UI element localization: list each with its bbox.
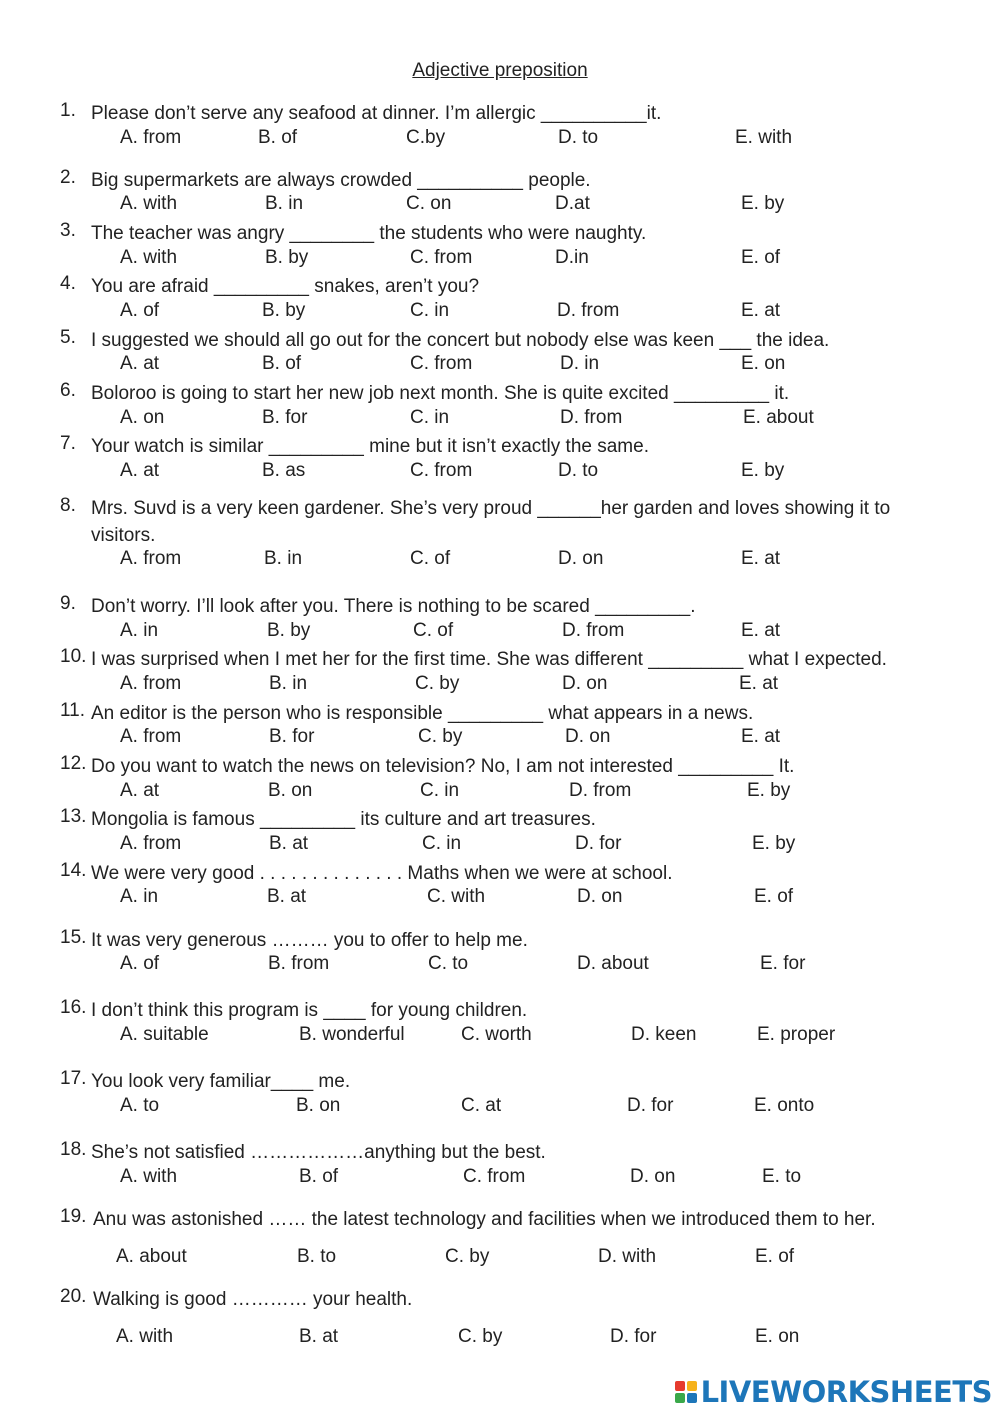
- answer-option-b[interactable]: B. by: [265, 247, 309, 268]
- question-number: 10.: [60, 646, 87, 667]
- answer-option-e[interactable]: E. at: [741, 300, 781, 321]
- answer-option-c[interactable]: C. by: [458, 1326, 503, 1347]
- question-number: 1.: [60, 100, 76, 121]
- answer-option-b[interactable]: B. for: [269, 726, 315, 747]
- answer-option-e[interactable]: E. by: [752, 833, 796, 854]
- answer-option-e[interactable]: E. of: [754, 886, 794, 907]
- answer-option-b[interactable]: B. for: [262, 407, 308, 428]
- answer-option-c[interactable]: C. from: [410, 460, 473, 481]
- answer-option-d[interactable]: D. about: [577, 953, 649, 974]
- answer-option-d[interactable]: D.in: [555, 247, 589, 268]
- answer-option-a[interactable]: A. suitable: [120, 1024, 209, 1045]
- answer-option-d[interactable]: D. on: [558, 548, 604, 569]
- answer-option-b[interactable]: B. in: [265, 193, 304, 214]
- question-text: It was very generous ……… you to offer to help me.: [91, 930, 528, 951]
- question-number: 11.: [60, 700, 86, 721]
- answer-option-d[interactable]: D. with: [598, 1246, 657, 1267]
- question-text: I don’t think this program is ____ for young children.: [91, 1000, 528, 1021]
- answer-option-e[interactable]: E. onto: [754, 1095, 815, 1116]
- answer-option-b[interactable]: B. wonderful: [299, 1024, 405, 1045]
- answer-option-c[interactable]: C. to: [428, 953, 469, 974]
- question-text: You are afraid _________ snakes, aren’t you?: [91, 276, 480, 297]
- question-number: 9.: [60, 593, 76, 614]
- answer-option-b[interactable]: B. on: [296, 1095, 341, 1116]
- question-number: 17.: [60, 1068, 87, 1089]
- question-text: Your watch is similar _________ mine but it isn’t exactly the same.: [91, 436, 649, 457]
- question-text: Don’t worry. I’ll look after you. There is nothing to be scared _________.: [91, 596, 696, 617]
- answer-option-c[interactable]: C. from: [410, 247, 473, 268]
- answer-option-e[interactable]: E. on: [755, 1326, 800, 1347]
- answer-option-e[interactable]: E. on: [741, 353, 786, 374]
- answer-option-c[interactable]: C. in: [410, 300, 450, 321]
- answer-option-c[interactable]: C. in: [420, 780, 460, 801]
- answer-option-e[interactable]: E. by: [741, 193, 785, 214]
- answer-option-a[interactable]: A. about: [116, 1246, 187, 1267]
- answer-option-b[interactable]: B. at: [269, 833, 309, 854]
- answer-option-e[interactable]: E. at: [739, 673, 779, 694]
- answer-option-a[interactable]: A. with: [120, 1166, 178, 1187]
- liveworksheets-logo: [675, 1375, 992, 1409]
- question-text: Walking is good ………… your health.: [93, 1289, 413, 1310]
- answer-option-d[interactable]: D. in: [560, 353, 600, 374]
- answer-option-d[interactable]: D. to: [558, 127, 599, 148]
- question-number: 15.: [60, 927, 87, 948]
- question-text: An editor is the person who is responsible _________ what appears in a news.: [91, 703, 754, 724]
- brand-text: LIVEWORKSHEETS: [700, 1375, 992, 1409]
- question-number: 8.: [60, 495, 76, 516]
- answer-option-b[interactable]: B. by: [267, 620, 311, 641]
- question-text: We were very good . . . . . . . . . . . . . . Maths when we were at school.: [91, 863, 673, 884]
- answer-option-e[interactable]: E. at: [741, 726, 781, 747]
- answer-option-c[interactable]: C. by: [415, 673, 460, 694]
- answer-option-c[interactable]: C. of: [410, 548, 451, 569]
- question-text: Do you want to watch the news on television? No, I am not interested _________ It.: [91, 756, 795, 777]
- answer-option-a[interactable]: A. with: [120, 247, 178, 268]
- answer-option-b[interactable]: B. as: [262, 460, 306, 481]
- question-text: You look very familiar____ me.: [91, 1071, 351, 1092]
- question-text: Please don’t serve any seafood at dinner. I’m allergic __________it.: [91, 103, 662, 124]
- answer-option-c[interactable]: C. on: [406, 193, 452, 214]
- answer-option-a[interactable]: A. from: [120, 673, 182, 694]
- answer-option-d[interactable]: D. for: [575, 833, 622, 854]
- answer-option-d[interactable]: D. from: [562, 620, 625, 641]
- answer-option-c[interactable]: C.by: [406, 127, 446, 148]
- answer-option-d[interactable]: D. to: [558, 460, 599, 481]
- answer-option-a[interactable]: A. of: [120, 953, 160, 974]
- page-title: Adjective preposition: [412, 60, 588, 81]
- answer-option-e[interactable]: E. of: [741, 247, 781, 268]
- answer-option-c[interactable]: C. with: [427, 886, 486, 907]
- answer-option-e[interactable]: E. with: [735, 127, 793, 148]
- answer-option-d[interactable]: D. on: [565, 726, 611, 747]
- question-text: Big supermarkets are always crowded __________ people.: [91, 170, 591, 191]
- question-number: 3.: [60, 220, 76, 241]
- answer-option-b[interactable]: B. by: [262, 300, 306, 321]
- question-text: I was surprised when I met her for the first time. She was different _________ what I expected.: [91, 649, 887, 670]
- answer-option-c[interactable]: C. by: [418, 726, 463, 747]
- question-number: 16.: [60, 997, 87, 1018]
- answer-option-c[interactable]: C. by: [445, 1246, 490, 1267]
- answer-option-a[interactable]: A. to: [120, 1095, 160, 1116]
- question-number: 19.: [60, 1206, 87, 1227]
- answer-option-b[interactable]: B. at: [299, 1326, 339, 1347]
- question-text: She’s not satisfied ………………anything but the best.: [91, 1142, 546, 1163]
- answer-option-e[interactable]: E. to: [762, 1166, 802, 1187]
- answer-option-b[interactable]: B. to: [297, 1246, 337, 1267]
- answer-option-d[interactable]: D. from: [569, 780, 632, 801]
- answer-option-a[interactable]: A. from: [120, 726, 182, 747]
- answer-option-b[interactable]: B. in: [264, 548, 303, 569]
- answer-option-d[interactable]: D. for: [627, 1095, 674, 1116]
- answer-option-d[interactable]: D. for: [610, 1326, 657, 1347]
- answer-option-e[interactable]: E. by: [747, 780, 791, 801]
- answer-option-e[interactable]: E. of: [755, 1246, 795, 1267]
- answer-option-b[interactable]: B. on: [268, 780, 313, 801]
- answer-option-a[interactable]: A. from: [120, 833, 182, 854]
- answer-option-e[interactable]: E. at: [741, 548, 781, 569]
- answer-option-b[interactable]: B. of: [258, 127, 298, 148]
- answer-option-e[interactable]: E. by: [741, 460, 785, 481]
- answer-option-d[interactable]: D. on: [562, 673, 608, 694]
- answer-option-b[interactable]: B. in: [269, 673, 308, 694]
- answer-option-c[interactable]: C. of: [413, 620, 454, 641]
- answer-option-a[interactable]: A. at: [120, 780, 160, 801]
- answer-option-b[interactable]: B. of: [299, 1166, 339, 1187]
- answer-option-a[interactable]: A. at: [120, 460, 160, 481]
- answer-option-d[interactable]: D. from: [557, 300, 620, 321]
- question-number: 2.: [60, 167, 76, 188]
- question-number: 18.: [60, 1139, 87, 1160]
- answer-option-a[interactable]: A. from: [120, 548, 182, 569]
- answer-option-b[interactable]: B. of: [262, 353, 302, 374]
- answer-option-e[interactable]: E. at: [741, 620, 781, 641]
- question-number: 7.: [60, 433, 76, 454]
- answer-option-c[interactable]: C. at: [461, 1095, 502, 1116]
- answer-option-c[interactable]: C. in: [422, 833, 462, 854]
- answer-option-e[interactable]: E. for: [760, 953, 806, 974]
- answer-option-e[interactable]: E. about: [743, 407, 814, 428]
- answer-option-a[interactable]: A. of: [120, 300, 160, 321]
- answer-option-a[interactable]: A. at: [120, 353, 160, 374]
- question-text: Anu was astonished …… the latest technology and facilities when we introduced them to her.: [93, 1209, 876, 1230]
- answer-option-c[interactable]: C. worth: [461, 1024, 532, 1045]
- question-number: 20.: [60, 1286, 87, 1307]
- answer-option-a[interactable]: A. with: [116, 1326, 174, 1347]
- question-text: I suggested we should all go out for the concert but nobody else was keen ___ the idea.: [91, 330, 830, 351]
- question-text: Mrs. Suvd is a very keen gardener. She’s very proud ______her garden and loves showing it to visitors.: [91, 498, 891, 546]
- answer-option-c[interactable]: C. from: [410, 353, 473, 374]
- answer-option-a[interactable]: A. in: [120, 886, 159, 907]
- question-number: 13.: [60, 806, 87, 827]
- answer-option-a[interactable]: A. from: [120, 127, 182, 148]
- answer-option-b[interactable]: B. from: [268, 953, 330, 974]
- answer-option-d[interactable]: D. keen: [631, 1024, 697, 1045]
- question-number: 12.: [60, 753, 87, 774]
- question-text: The teacher was angry ________ the students who were naughty.: [91, 223, 647, 244]
- answer-option-a[interactable]: A. on: [120, 407, 165, 428]
- answer-option-d[interactable]: D. on: [577, 886, 623, 907]
- answer-option-e[interactable]: E. proper: [757, 1024, 836, 1045]
- answer-option-c[interactable]: C. in: [410, 407, 450, 428]
- answer-option-d[interactable]: D. on: [630, 1166, 676, 1187]
- answer-option-b[interactable]: B. at: [267, 886, 307, 907]
- answer-option-a[interactable]: A. in: [120, 620, 159, 641]
- question-text: Mongolia is famous _________ its culture and art treasures.: [91, 809, 596, 830]
- answer-option-d[interactable]: D.at: [555, 193, 590, 214]
- question-number: 4.: [60, 273, 76, 294]
- question-number: 6.: [60, 380, 76, 401]
- question-number: 14.: [60, 860, 87, 881]
- answer-option-c[interactable]: C. from: [463, 1166, 526, 1187]
- answer-option-a[interactable]: A. with: [120, 193, 178, 214]
- logo-icon: [675, 1381, 697, 1403]
- answer-option-d[interactable]: D. from: [560, 407, 623, 428]
- question-text: Boloroo is going to start her new job next month. She is quite excited _________ it.: [91, 383, 790, 404]
- question-number: 5.: [60, 327, 76, 348]
